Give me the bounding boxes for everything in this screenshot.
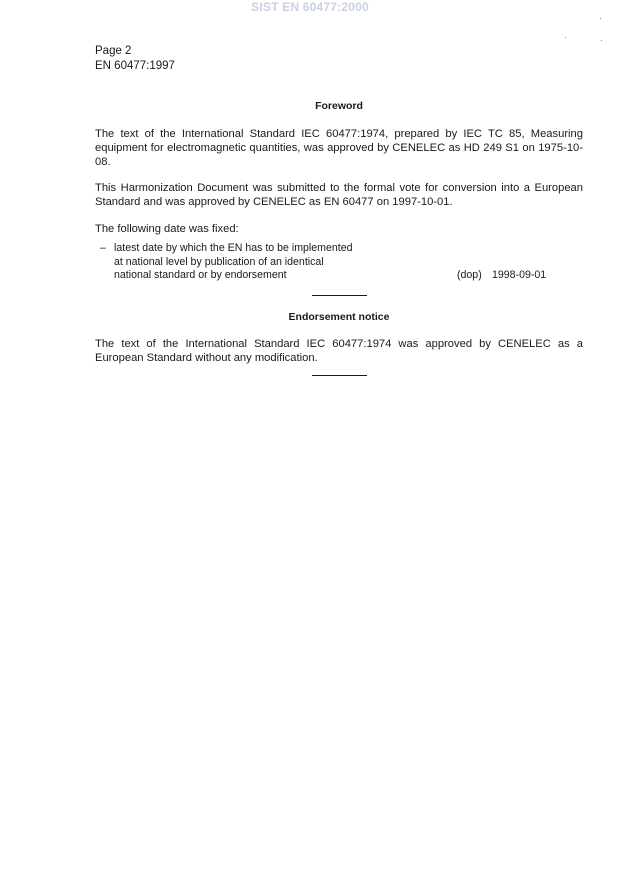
endorsement-heading: Endorsement notice [288, 311, 390, 323]
foreword-heading: Foreword [315, 100, 363, 112]
foreword-paragraph-2: This Harmonization Document was submitted to the formal vote for conversion into a European Standard and was approved by CENELEC as EN 60477 on 1997-10-01. [95, 182, 583, 208]
list-dash: – [100, 242, 106, 254]
foreword-paragraph-3: The following date was fixed: [95, 223, 239, 235]
document-number: EN 60477:1997 [95, 60, 175, 72]
scan-speck [565, 37, 566, 38]
watermark: SIST EN 60477:2000 [251, 0, 369, 14]
dop-date: 1998-09-01 [492, 269, 547, 281]
section-divider-1 [312, 295, 367, 296]
endorsement-paragraph: The text of the International Standard IEC 60477:1974 was approved by CENELEC as a European Standard without any modification. [95, 338, 583, 364]
list-item-line-2: at national level by publication of an identical [114, 255, 324, 268]
list-item-text [114, 242, 414, 283]
section-divider-2 [312, 375, 367, 376]
page-number: Page 2 [95, 45, 132, 57]
list-item-line-3: national standard or by endorsement [114, 269, 287, 281]
dop-code: (dop) [457, 269, 482, 281]
list-item-line-1: latest date by which the EN has to be implemented [114, 242, 353, 254]
page-header [95, 44, 175, 74]
foreword-paragraph-1: The text of the International Standard IEC 60477:1974, prepared by IEC TC 85, Measuring equipment for electromagnetic quantities, was approved by CENELEC as HD 249 S1 on 1975-10-08. [95, 128, 583, 168]
scan-speck [600, 18, 601, 19]
scan-speck [601, 40, 602, 41]
